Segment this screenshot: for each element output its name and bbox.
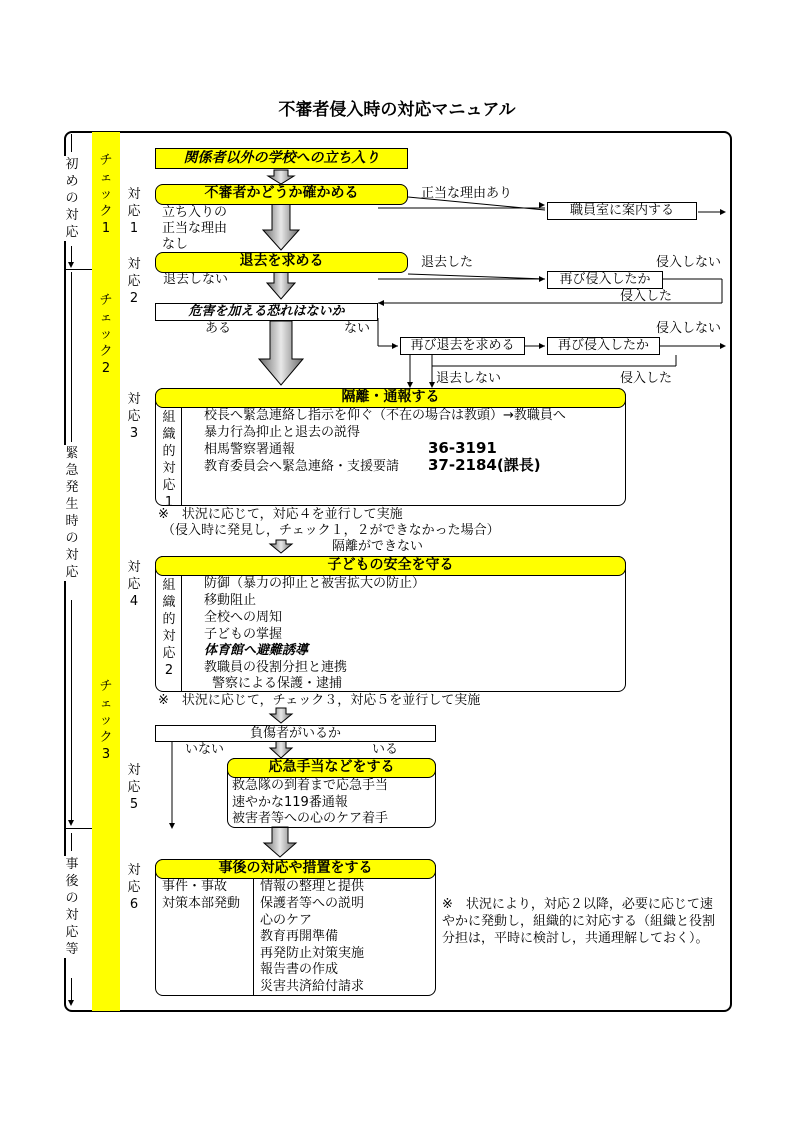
step2-tag: 対応2 bbox=[127, 257, 141, 306]
step5-item: 被害者等への心のケア着手 bbox=[232, 811, 389, 826]
step5-item: 速やかな119番通報 bbox=[232, 795, 348, 810]
danger-question-box: 危害を加える恐れはないか bbox=[155, 303, 378, 321]
down-arrow bbox=[264, 827, 296, 857]
down-arrow bbox=[267, 271, 295, 299]
step4-item-evacuate: 体育館へ避難誘導 bbox=[204, 643, 309, 658]
step6-item: 再発防止対策実施 bbox=[260, 946, 365, 961]
step4-box: 子どもの安全を守る bbox=[155, 556, 626, 576]
step1-no-label: 立ち入りの 正当な理由 なし bbox=[162, 205, 228, 252]
step4-item: 警察による保護・逮捕 bbox=[212, 676, 343, 691]
check-2-label: チェック2 bbox=[99, 293, 113, 376]
injured-question-box: 負傷者がいるか bbox=[155, 725, 436, 742]
step6-box: 事後の対応や措置をする bbox=[155, 859, 436, 879]
step6-item: 情報の整理と提供 bbox=[260, 879, 365, 894]
isolation-failed-label: 隔離ができない bbox=[332, 539, 424, 554]
ask-leave-again-box: 再び退去を求める bbox=[400, 337, 525, 355]
down-arrow bbox=[270, 740, 292, 758]
step4-item: 全校への周知 bbox=[204, 610, 283, 625]
step5-tag: 対応5 bbox=[127, 763, 141, 812]
step4-divider bbox=[181, 576, 182, 691]
down-arrow bbox=[270, 540, 292, 553]
intruded-label: 侵入した bbox=[620, 289, 673, 304]
step3-org-label: 組織的対応1 bbox=[162, 410, 176, 510]
phase-after: 事後の対応等 bbox=[65, 857, 79, 957]
step3-divider bbox=[181, 408, 182, 505]
step4-org-label: 組織的対応2 bbox=[162, 578, 176, 678]
danger-no-label: ない bbox=[344, 321, 371, 336]
step3-item: 教育委員会へ緊急連絡・支援要請 bbox=[204, 459, 400, 474]
check-3-label: チェック3 bbox=[99, 679, 113, 762]
down-arrow bbox=[259, 321, 303, 385]
step6-note: ※ 状況により，対応２以降，必要に応じて速やかに発動し，組織的に対応する（組織と役割分担は，平時に検討し，共通理解しておく）。 bbox=[442, 897, 716, 946]
step6-item: 災害共済給付請求 bbox=[260, 979, 365, 994]
step4-item: 子どもの掌握 bbox=[204, 627, 283, 642]
step4-item: 教職員の役割分担と連携 bbox=[204, 660, 348, 675]
step5-item: 救急隊の到着まで応急手当 bbox=[232, 778, 389, 793]
down-arrow bbox=[270, 708, 292, 723]
injured-none-label: いない bbox=[185, 742, 225, 757]
step3-note1: ※ 状況に応じて，対応４を並行して実施 bbox=[158, 507, 403, 522]
step3-item: 相馬警察署通報 bbox=[204, 442, 296, 457]
step6-item: 報告書の作成 bbox=[260, 962, 339, 977]
step4-item: 防御（暴力の抑止と被害拡大の防止） bbox=[204, 576, 426, 591]
left-label: 退去した bbox=[421, 255, 474, 270]
intruded2-label: 侵入した bbox=[620, 371, 673, 386]
step6-divider bbox=[253, 879, 254, 995]
no-intrude2-label: 侵入しない bbox=[656, 321, 722, 336]
police-tel: 36-3191 bbox=[428, 439, 497, 457]
not-left2-label: 退去しない bbox=[436, 371, 502, 386]
hq-line2: 対策本部発動 bbox=[162, 896, 241, 911]
step2-box: 退去を求める bbox=[155, 252, 408, 273]
guide-to-staffroom-box: 職員室に案内する bbox=[547, 202, 697, 220]
check-1-label: チェック1 bbox=[99, 153, 113, 236]
danger-yes-label: ある bbox=[205, 321, 232, 336]
board-tel: 37-2184(課長) bbox=[428, 456, 541, 474]
recheck2-box: 再び侵入したか bbox=[547, 337, 660, 355]
step6-item: 心のケア bbox=[260, 913, 313, 928]
entry-box: 関係者以外の学校への立ち入り bbox=[155, 148, 408, 169]
hq-line1: 事件・事故 bbox=[162, 879, 228, 894]
step3-item: 校長へ緊急連絡し指示を仰ぐ（不在の場合は教頭）→教職員へ bbox=[204, 408, 566, 423]
step3-tag: 対応3 bbox=[127, 392, 141, 441]
step4-tag: 対応4 bbox=[127, 560, 141, 609]
page-title: 不審者侵入時の対応マニュアル bbox=[278, 100, 516, 120]
step1-yes-label: 正当な理由あり bbox=[421, 186, 513, 201]
step4-note: ※ 状況に応じて，チェック３，対応５を並行して実施 bbox=[158, 693, 481, 708]
step6-item: 教育再開準備 bbox=[260, 929, 339, 944]
step6-item: 保護者等への説明 bbox=[260, 896, 365, 911]
step4-item: 移動阻止 bbox=[204, 593, 257, 608]
step3-box: 隔離・通報する bbox=[155, 388, 626, 408]
phase-emergency: 緊急発生時の対応 bbox=[65, 446, 79, 580]
not-left-label: 退去しない bbox=[163, 272, 229, 287]
no-intrude-label: 侵入しない bbox=[656, 255, 722, 270]
step1-box: 不審者かどうか確かめる bbox=[155, 184, 408, 205]
step5-box: 応急手当などをする bbox=[227, 758, 436, 778]
injured-some-label: いる bbox=[372, 742, 399, 757]
recheck-box: 再び侵入したか bbox=[547, 271, 663, 289]
step3-item: 暴力行為抑止と退去の説得 bbox=[204, 425, 361, 440]
phase-initial: 初めの対応 bbox=[65, 157, 79, 240]
step1-tag: 対応1 bbox=[127, 187, 141, 236]
down-arrow bbox=[268, 170, 294, 184]
step6-tag: 対応6 bbox=[127, 863, 141, 912]
step3-note2: （侵入時に発見し，チェック１，２ができなかった場合） bbox=[162, 523, 500, 538]
